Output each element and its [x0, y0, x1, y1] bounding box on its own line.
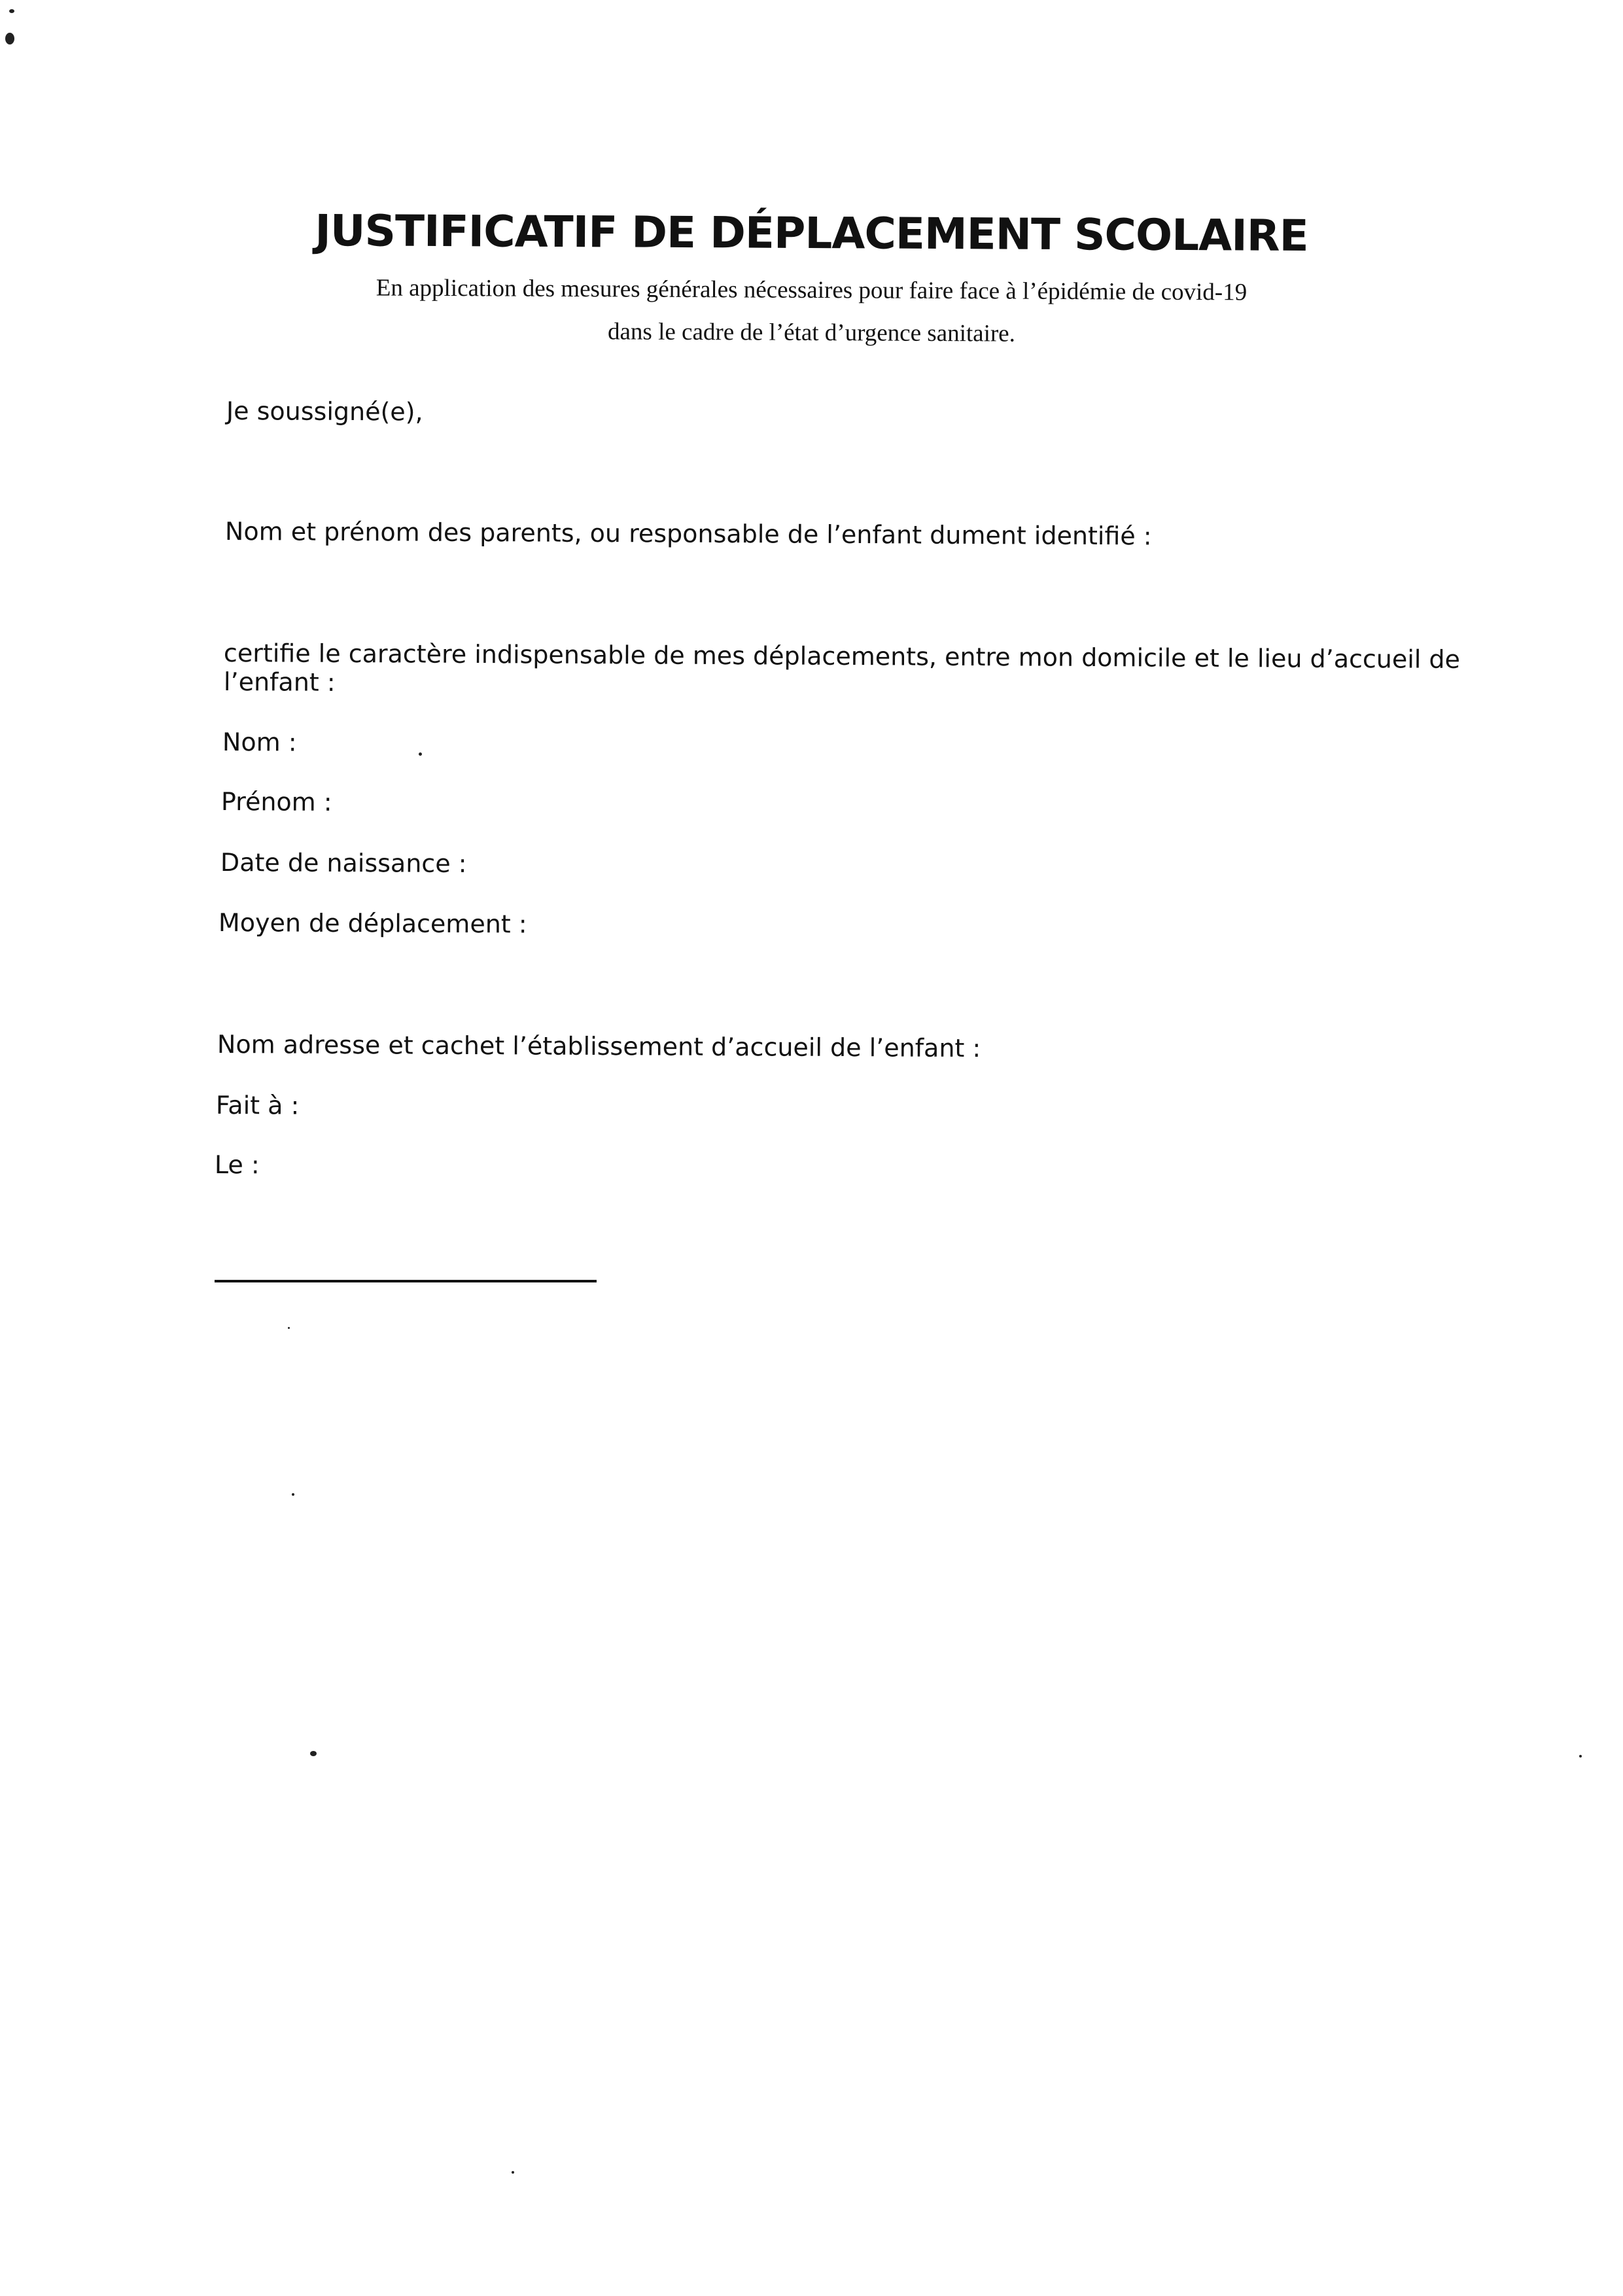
subtitle-line-1: En application des mesures générales nécessaires pour faire face à l’épidémie de covid-19 — [375, 274, 1248, 306]
scan-speck — [292, 1493, 294, 1496]
child-birth-date-label: Date de naissance : — [220, 848, 467, 878]
scan-speck — [419, 752, 422, 756]
done-at-label: Fait à : — [215, 1091, 300, 1120]
scan-speck — [512, 2171, 514, 2174]
scan-speck — [5, 33, 14, 44]
travel-means-label: Moyen de déplacement : — [218, 908, 527, 939]
scan-speck — [1579, 1755, 1582, 1757]
child-last-name-label: Nom : — [222, 728, 297, 757]
certify-text-line-2: l’enfant : — [223, 667, 336, 697]
date-label: Le : — [214, 1150, 260, 1180]
document-title: JUSTIFICATIF DE DÉPLACEMENT SCOLAIRE — [315, 205, 1308, 261]
signature-line — [215, 1280, 597, 1282]
intro-text: Je soussigné(e), — [226, 397, 423, 427]
establishment-label: Nom adresse et cachet l’établissement d’accueil de l’enfant : — [217, 1030, 981, 1063]
child-first-name-label: Prénom : — [220, 787, 332, 817]
scan-speck — [310, 1751, 317, 1756]
parent-name-label: Nom et prénom des parents, ou responsable de l’enfant dument identifié : — [224, 517, 1152, 551]
scan-speck — [288, 1327, 290, 1329]
scan-speck — [9, 9, 14, 13]
certify-text-line-1: certifie le caractère indispensable de mes déplacements, entre mon domicile et le lieu d’accueil de — [223, 639, 1461, 674]
subtitle-line-2: dans le cadre de l’état d’urgence sanitaire. — [607, 318, 1016, 347]
